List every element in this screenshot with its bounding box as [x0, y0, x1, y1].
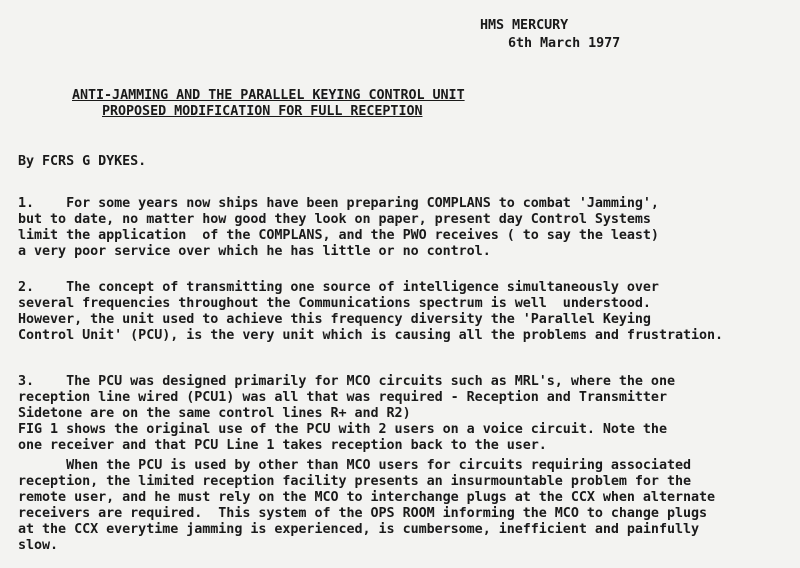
paragraph-1-line-3: limit the application of the COMPLANS, and the PWO receives ( to say the least)	[18, 228, 659, 243]
paragraph-2-line-1: 2. The concept of transmitting one source of intelligence simultaneously over	[18, 280, 659, 295]
paragraph-3-line-7: reception, the limited reception facility presents an insurmountable problem for the	[18, 474, 691, 489]
paragraph-2-line-4: Control Unit' (PCU), is the very unit which is causing all the problems and frustration.	[18, 328, 724, 343]
paragraph-1-line-4: a very poor service over which he has little or no control.	[18, 244, 491, 259]
paragraph-1-line-1: 1. For some years now ships have been preparing COMPLANS to combat 'Jamming',	[18, 196, 659, 211]
paragraph-3-line-8: remote user, and he must rely on the MCO to interchange plugs at the CCX when alternate	[18, 490, 716, 505]
paragraph-3-line-5: one receiver and that PCU Line 1 takes reception back to the user.	[18, 438, 547, 453]
paragraph-3-line-2: reception line wired (PCU1) was all that was required - Reception and Transmitter	[18, 390, 667, 405]
paragraph-3-line-6: When the PCU is used by other than MCO users for circuits requiring associated	[18, 458, 691, 473]
document-title-line-1: ANTI-JAMMING AND THE PARALLEL KEYING CONTROL UNIT	[72, 88, 465, 103]
header-location: HMS MERCURY	[480, 18, 569, 33]
author-line: By FCRS G DYKES.	[18, 154, 147, 169]
paragraph-3-line-1: 3. The PCU was designed primarily for MCO circuits such as MRL's, where the one	[18, 374, 675, 389]
header-date: 6th March 1977	[508, 36, 621, 51]
paragraph-3-line-9: receivers are required. This system of the OPS ROOM informing the MCO to change plugs	[18, 506, 708, 521]
paragraph-3-line-10: at the CCX everytime jamming is experienced, is cumbersome, inefficient and painfully	[18, 522, 700, 537]
paragraph-1-line-2: but to date, no matter how good they look on paper, present day Control Systems	[18, 212, 651, 227]
paragraph-3-line-3: Sidetone are on the same control lines R+ and R2)	[18, 406, 411, 421]
document-title-line-2: PROPOSED MODIFICATION FOR FULL RECEPTION	[102, 104, 423, 119]
paragraph-3-line-4: FIG 1 shows the original use of the PCU with 2 users on a voice circuit. Note the	[18, 422, 667, 437]
paragraph-2-line-3: However, the unit used to achieve this frequency diversity the 'Parallel Keying	[18, 312, 651, 327]
paragraph-3-line-11: slow.	[18, 538, 59, 553]
paragraph-2-line-2: several frequencies throughout the Communications spectrum is well understood.	[18, 296, 651, 311]
